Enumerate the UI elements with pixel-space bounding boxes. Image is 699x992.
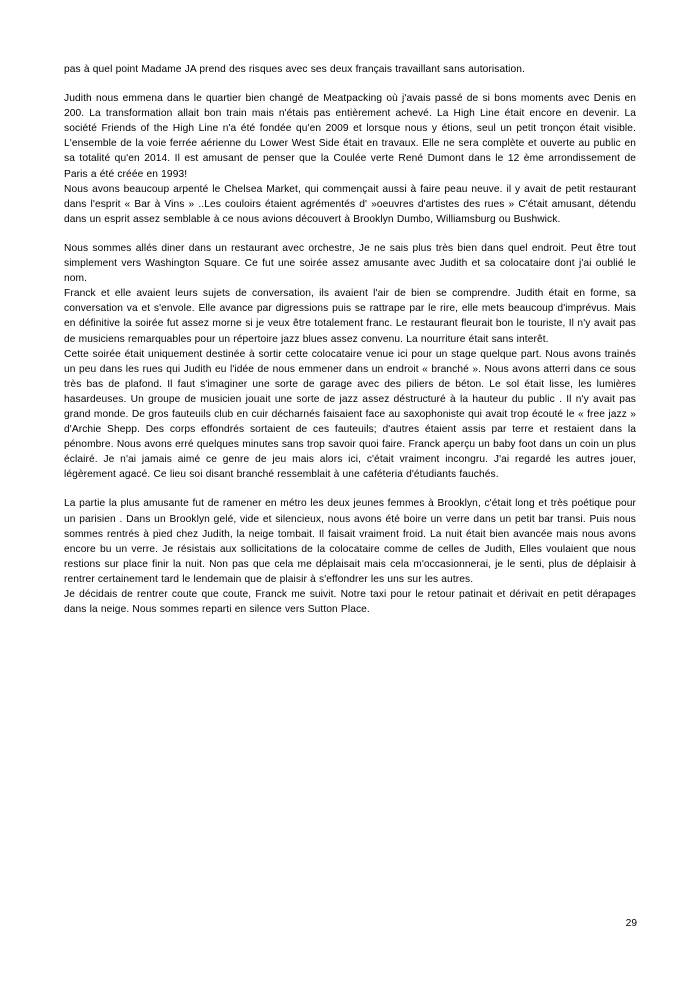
paragraph: Judith nous emmena dans le quartier bien changé de Meatpacking où j'avais passé de si bons moments avec Denis en 200. La transformation allait bon train mais n'étais pas entièrement achevé. La High Line était encore en devenir. La société Friends of the High Line n'a été fondée qu'en 2009 et lorsque nous y étions, seul un petit tronçon était visible. L'ensemble de la voie ferrée aérienne du Lower West Side était en travaux. Elle ne sera complète et ouverte au public en sa totalité qu'en 2014. Il est amusant de penser que la Coulée verte René Dumont dans le 12 ème arrondissement de Paris a été créée en 1993! [64, 93, 636, 180]
paragraph: Franck et elle avaient leurs sujets de conversation, ils avaient l'air de bien se comprendre. Judith était en forme, sa conversation va et s'envole. Elle avance par digressions puis se rattrape par le rire, elle mets beaucoup d'imprévus. Mais en définitive la soirée fut assez morne si je veux être totalement franc. Le restaurant fleurait bon le touriste, Il n'y avait pas de musiciens remarquables pour un répertoire jazz blues assez convenu. La nourriture était sans interêt. [64, 288, 636, 345]
paragraph: Je décidais de rentrer coute que coute, Franck me suivit. Notre taxi pour le retour patinait et dérivait en petit dérapages dans la neige. Nous sommes reparti en silence vers Sutton Place. [64, 589, 636, 616]
paragraph: La partie la plus amusante fut de ramener en métro les deux jeunes femmes à Brooklyn, c'était long et très poétique pour un parisien . Dans un Brooklyn gelé, vide et silencieux, nous avons été boire un verre dans un petit bar transi. Puis nous sommes rentrés à pied chez Judith, la neige tombait. Il faisait vraiment froid. La nuit était bien avancée mais nous avons encore bu un verre. Je résistais aux sollicitations de la colocataire comme de celles de Judith, Elles voulaient que nous restions sur place finir la nuit. Non pas que cela me déplaisait mais cela m'occasionnerai, je le senti, plus de déplaisir à rentrer certainement tard le lendemain que de plaisir à s'effondrer les uns sur les autres. [64, 498, 636, 585]
paragraph: pas à quel point Madame JA prend des risques avec ses deux français travaillant sans autorisation. [64, 64, 525, 75]
paragraph: Nous sommes allés diner dans un restaurant avec orchestre, Je ne sais plus très bien dans quel endroit. Peut être tout simplement vers Washington Square. Ce fut une soirée assez amusante avec Judith et sa colocataire dont j'ai oublié le nom. [64, 242, 636, 285]
page-number: 29 [625, 918, 637, 929]
paragraph: Nous avons beaucoup arpenté le Chelsea Market, qui commençait aussi à faire peau neuve. il y avait de petit restaurant dans l'esprit « Bar à Vins » ..Les couloirs étaient agrémentés d' »oeuvres d'artistes des rues » C'était amusant, détendu dans un esprit assez semblable à ce nous avions découvert à Brooklyn Dumbo, Williamsburg ou Bushwick. [64, 183, 636, 225]
paragraph: Cette soirée était uniquement destinée à sortir cette colocataire venue ici pour un stage quelque part. Nous avons trainés un peu dans les rues qui Judith eu l'idée de nous emmener dans un endroit « branché ». Nous avons atterri dans ce sous très bas de plafond. Il faut s'imaginer une sorte de garage avec des piliers de béton. Le sol était lisse, les lumières hasardeuses. Un groupe de musicien jouait une sorte de jazz assez déstructuré à la hauteur du public . Il n'y avait pas grand monde. De gros fauteuils club en cuir décharnés faisaient face au saxophoniste qui avait trop écouté le « free jazz » d'Archie Shepp. Des corps effondrés sortaient de ces fauteuils; d'autres étaient assis par terre et restaient dans la pénombre. Nous avons erré quelques minutes sans trop savoir quoi faire. Franck aperçu un baby foot dans un coin un plus éclairé. Je n'ai jamais aimé ce genre de jeu mais alors ici, c'était vraiment incongru. J'ai regardé les autres jouer, légèrement agacé. Ce lieu soi disant branché ressemblait à une caféteria d'étudiants fauchés. [64, 348, 636, 481]
document-body [64, 62, 636, 617]
